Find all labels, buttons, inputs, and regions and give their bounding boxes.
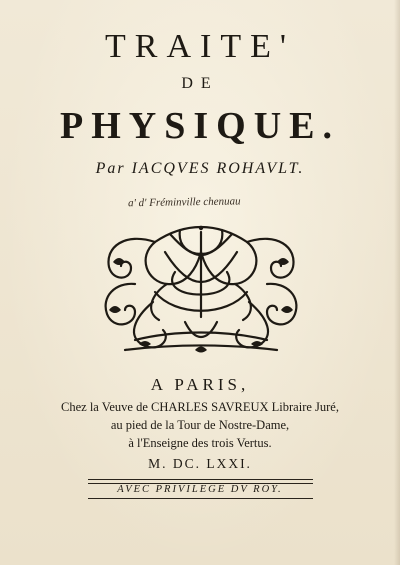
title-line-physique: PHYSIQUE. <box>60 105 340 147</box>
publication-date: M. DC. LXXI. <box>148 456 252 471</box>
imprint-sign-line: à l'Enseigne des trois Vertus. <box>128 436 272 450</box>
imprint-address-line: au pied de la Tour de Nostre-Dame, <box>110 418 290 432</box>
monogram-ornament-icon <box>95 222 307 358</box>
author-line: Par IACQVES ROHAVLT. <box>95 160 305 177</box>
handwritten-inscription: a' d' Fréminville chenuau <box>127 195 241 210</box>
imprint-publisher-line: Chez la Veuve de CHARLES SAVREUX Libraire Juré, <box>61 400 339 414</box>
divider-rule <box>88 479 313 480</box>
imprint-city: A PARIS, <box>150 375 250 394</box>
privilege-line: AVEC PRIVILEGE DV ROY. <box>117 484 283 495</box>
divider-rule <box>88 498 313 499</box>
title-line-traite: TRAITE' <box>105 28 295 65</box>
title-line-de: DE <box>181 75 219 92</box>
